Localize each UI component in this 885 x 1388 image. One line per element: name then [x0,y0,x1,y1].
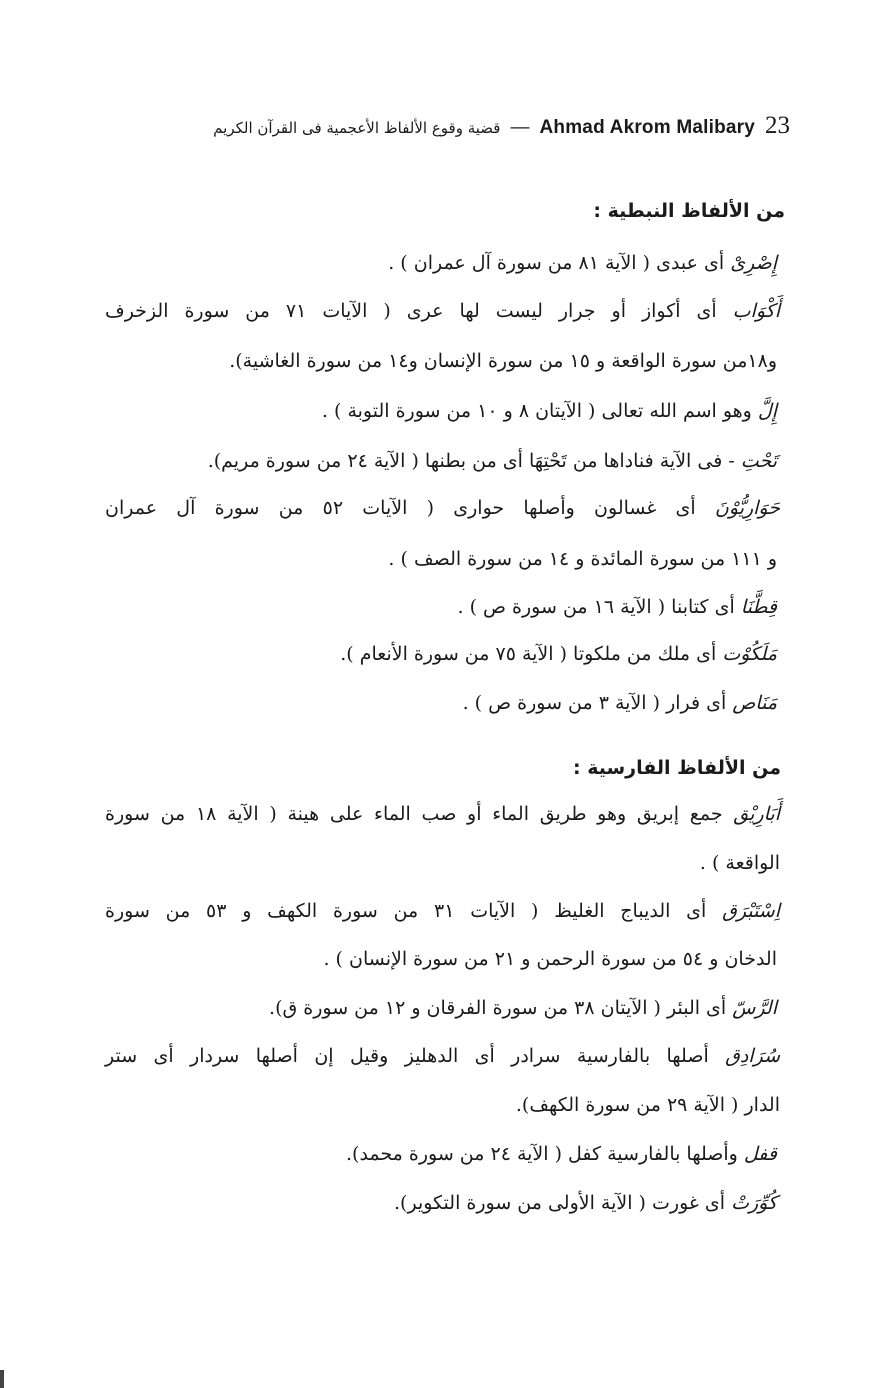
entry-text: أى ملك من ملكوتا ( الآية ٧٥ من سورة الأنعام ). [340,643,723,665]
entry-text: أى البئر ( الآيتان ٣٨ من سورة الفرقان و ١٢ من سورة ق). [269,997,733,1019]
entry-line [340,643,777,665]
entry-text: جمع إبريق وهو طريق الماء أو صب الماء على هينة ( الآية ١٨ من سورة [105,803,734,825]
entry-term: أَبَارِيْق [733,803,780,825]
entry-line [105,1045,780,1067]
entry-text: الواقعة ) . [699,852,780,874]
entry-term: الرَّسّ [732,997,777,1019]
entry-line [208,450,777,472]
entry-term: قِطَّنَا [740,596,777,618]
entry-line [463,692,777,714]
running-header [200,112,790,146]
entry-term: حَوَارِيُّوْنَ [714,497,780,519]
entry-line-continued [700,852,780,874]
entry-term: سُرَادِق [725,1045,780,1067]
header-dash: — [510,117,530,138]
entry-term: إِصْرِىْ [730,252,777,274]
entry-text: أى أكواز أو جرار ليست لها عرى ( الآيات ٧١ من سورة الزخرف [105,300,733,322]
entry-text: و١٨من سورة الواقعة و ١٥ من سورة الإنسان و١٤ من سورة الغاشية). [229,350,777,372]
entry-text: - فى الآية فناداها من تَحْتِهَا أى من بطنها ( الآية ٢٤ من سورة مريم). [207,450,741,472]
entry-text: أى الديباج الغليظ ( الآيات ٣١ من سورة الكهف و ٥٣ من سورة [105,900,723,922]
entry-text: أى عبدى ( الآية ٨١ من سورة آل عمران ) . [388,252,731,274]
entry-term: اِسْتَبْرَق [722,900,780,922]
entry-term: أَكْوَاب [732,300,780,322]
entry-line [105,300,780,322]
section-heading-nabataean: من الألفاظ النبطية : [593,200,785,222]
entry-text: أصلها بالفارسية سرادر أى الدهليز وقيل إن أصلها سردار أى ستر [105,1045,726,1067]
entry-text: الدخان و ٥٤ من سورة الرحمن و ٢١ من سورة الإنسان ) . [323,948,777,970]
entry-term: مَنَاص [732,692,777,714]
entry-term: مَلَكُوْت [722,643,777,665]
entry-line [346,1143,777,1165]
entry-text: و ١١١ من سورة المائدة و ١٤ من سورة الصف ) . [388,548,777,570]
entry-text: أى فرار ( الآية ٣ من سورة ص ) . [462,692,733,714]
entry-text: أى كتابنا ( الآية ١٦ من سورة ص ) . [457,596,741,618]
entry-line-continued [516,1094,780,1116]
entry-line [394,1192,777,1214]
entry-line [322,400,777,422]
entry-text: أى غورت ( الآية الأولى من سورة التكوير). [394,1192,732,1214]
entry-text: الدار ( الآية ٢٩ من سورة الكهف). [515,1094,780,1116]
entry-line-continued [229,350,777,372]
entry-term: قفل [743,1143,777,1165]
page-number: 23 [765,112,790,139]
entry-term: إِلَّ [757,400,777,422]
entry-term: تَحْتِ [740,450,777,472]
entry-line [388,252,777,274]
header-author: Ahmad Akrom Malibary [539,117,755,138]
entry-line-continued [388,548,777,570]
entry-term: كُوِّرَتْ [731,1192,777,1214]
entry-text: وأصلها بالفارسية كفل ( الآية ٢٤ من سورة محمد). [346,1143,744,1165]
entry-line [105,803,780,825]
header-title: قضية وقوع الألفاظ الأعجمية فى القرآن الكريم [213,119,501,137]
entry-line [269,997,777,1019]
entry-text: وهو اسم الله تعالى ( الآيتان ٨ و ١٠ من سورة التوبة ) . [321,400,758,422]
entry-line [105,900,780,922]
section-heading-persian: من الألفاظ الفارسية : [573,757,781,779]
entry-line-continued [323,948,777,970]
entry-line [105,497,780,519]
entry-line [458,596,778,618]
scan-edge-mark [0,1370,4,1388]
entry-text: أى غسالون وأصلها حوارى ( الآيات ٥٢ من سورة آل عمران [105,497,715,519]
